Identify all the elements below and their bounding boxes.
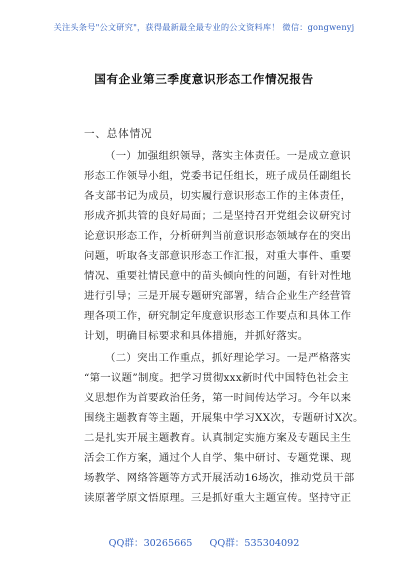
document-title: 国有企业第三季度意识形态工作情况报告 xyxy=(94,72,314,86)
paragraph-line: 理各项工作，研究制定年度意识形态工作要点和具体工作 xyxy=(84,310,352,322)
paragraph-line: 围绕主题教育等主题，开展集中学习XX次，专题研讨X次。 xyxy=(84,412,364,424)
paragraph-line: 形态工作领导小组，党委书记任组长，班子成员任副组长 xyxy=(84,170,352,182)
footer-qq-group-2 xyxy=(209,538,299,549)
paragraph-line: 进行引导；三是开展专题研究部署，结合企业生产经营管 xyxy=(84,290,352,302)
paragraph-line: （一）加强组织领导，落实主体责任。一是成立意识 xyxy=(105,150,351,162)
section-heading: 一、总体情况 xyxy=(84,128,153,140)
footer-qq-group-1 xyxy=(109,538,193,549)
paragraph-line: 问题，听取各支部意识形态工作汇报，对重大事件、重要 xyxy=(84,250,352,262)
paragraph-line: 计划，明确目标要求和具体措施，并抓好落实。 xyxy=(84,330,309,342)
paragraph-line: 情况、重要社情民意中的苗头倾向性的问题，有针对性地 xyxy=(84,270,352,282)
paragraph-line: 各支部书记为成员，切实履行意识形态工作的主体责任， xyxy=(84,190,352,202)
footer-qq-label: QQ群： xyxy=(209,538,245,549)
paragraph-line: （二）突出工作重点，抓好理论学习。一是严格落实 xyxy=(105,352,351,364)
paragraph-line: 论意识形态工作，分析研判当前意识形态领域存在的突出 xyxy=(84,230,352,242)
footer-qq-number: 30265665 xyxy=(143,538,193,549)
paragraph-line: 场教学、网络答题等方式开展活动16场次，推动党员干部 xyxy=(84,472,355,484)
footer-contact xyxy=(0,535,408,549)
footer-qq-label: QQ群： xyxy=(108,538,144,549)
paragraph-line: 活会工作方案，通过个人自学、集中研讨、专题党课、现 xyxy=(84,452,352,464)
paragraph-line: 义思想作为首要政治任务，第一时间传达学习。今年以来 xyxy=(84,392,352,404)
paragraph-line: “第一议题”制度。把学习贯彻xxx新时代中国特色社会主 xyxy=(84,372,349,384)
paragraph-line: 读原著学原文悟原理。三是抓好重大主题宣传。坚持守正 xyxy=(84,492,352,504)
footer-qq-number: 535304092 xyxy=(244,538,300,549)
paragraph-line: 二是扎实开展主题教育。认真制定实施方案及专题民主生 xyxy=(84,432,352,444)
paragraph-line: 形成齐抓共管的良好局面；二是坚持召开党组会议研究讨 xyxy=(84,210,352,222)
header-promo-note: 关注头条号"公文研究"，获得最新最全最专业的公文资料库！ 微信：gongwenyj xyxy=(53,22,355,32)
